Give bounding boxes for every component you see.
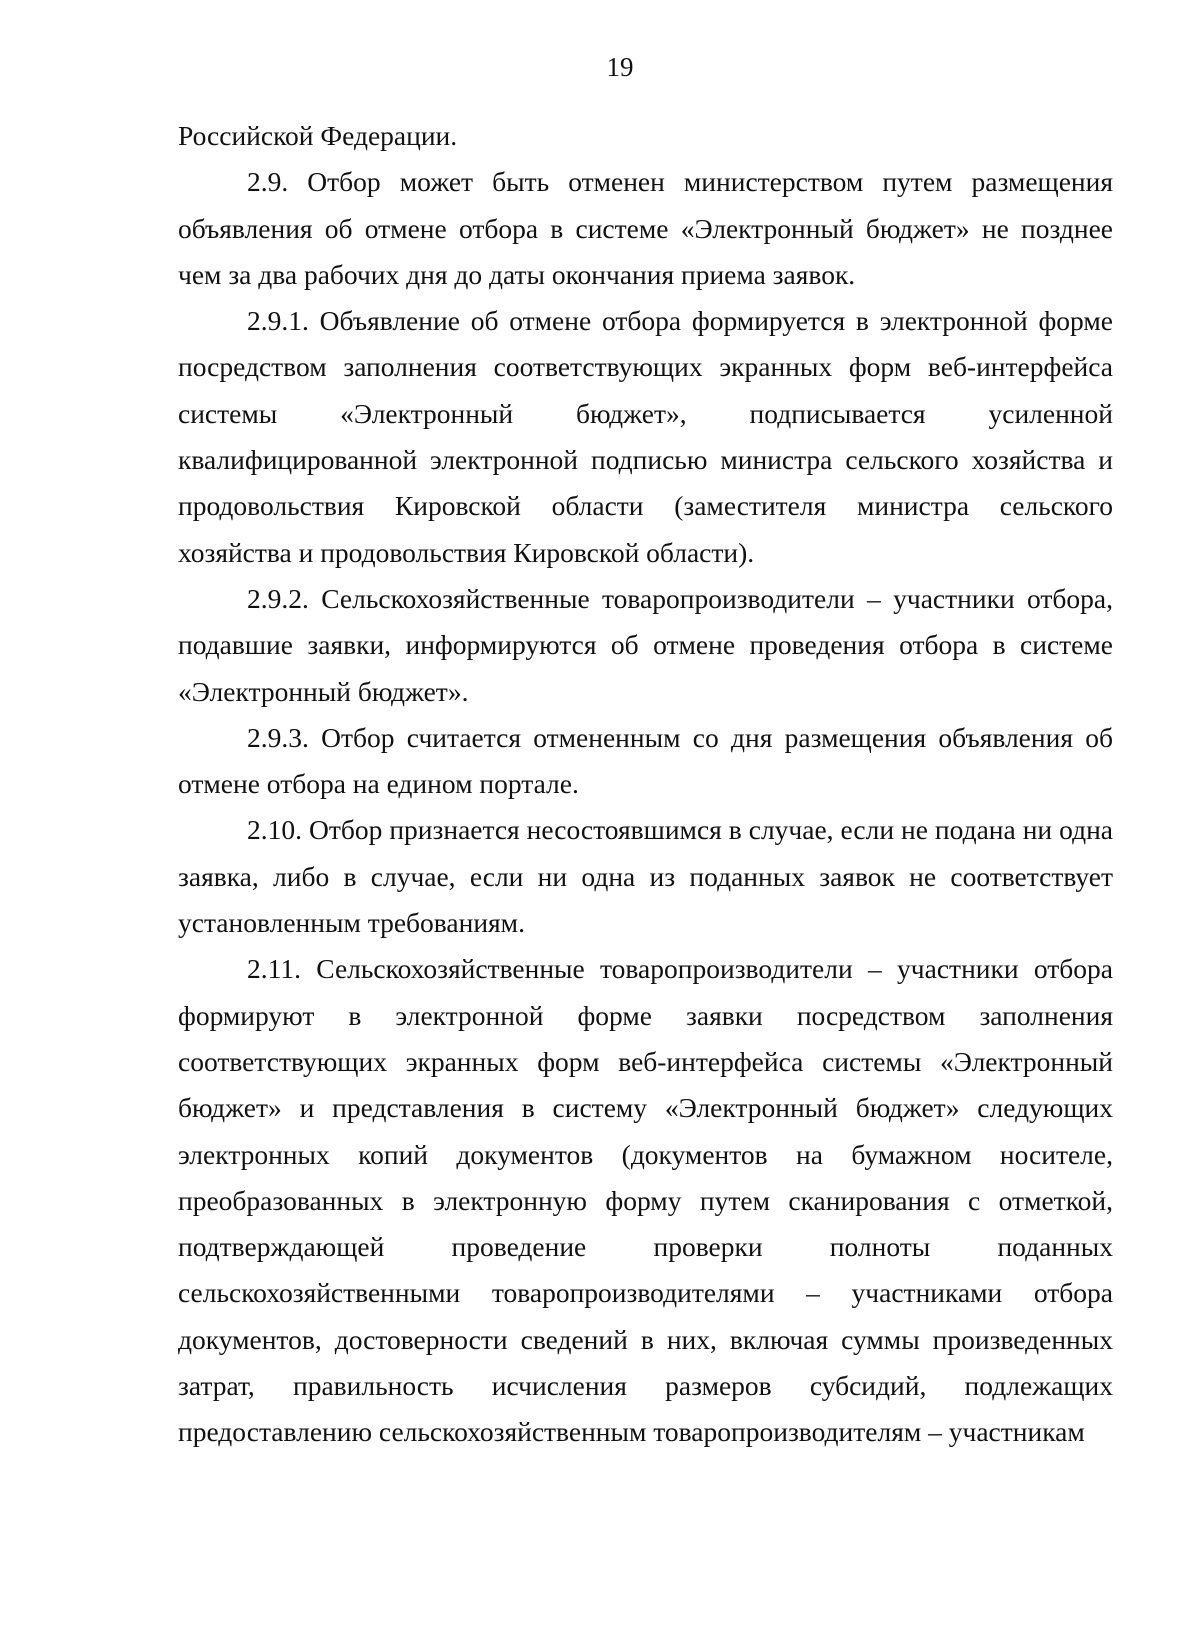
- paragraph-2-11: 2.11. Сельскохозяйственные товаропроизводители – участники отбора формируют в электронной форме заявки посредством заполнения соответствующих экранных форм веб-интерфейса системы «Электронный бюджет» и представления в систему «Электронный бюджет» следующих электронных копий документов (документов на бумажном носителе, преобразованных в электронную форму путем сканирования с отметкой, подтверждающей проведение проверки полноты поданных сельскохозяйственными товаропроизводителями – участниками отбора документов, достоверности сведений в них, включая суммы произведенных затрат, правильность исчисления размеров субсидий, подлежащих предоставлению сельскохозяйственным товаропроизводителям – участникам: [178, 953, 1113, 1448]
- paragraph-continuation: Российской Федерации.: [178, 120, 458, 151]
- paragraph-2-9: 2.9. Отбор может быть отменен министерством путем размещения объявления об отмене отбора в системе «Электронный бюджет» не позднее чем за два рабочих дня до даты окончания приема заявок.: [178, 166, 1113, 290]
- page-number: 19: [606, 52, 634, 82]
- paragraph-2-9-1: 2.9.1. Объявление об отмене отбора формируется в электронной форме посредством заполнения соответствующих экранных форм веб-интерфейса системы «Электронный бюджет», подписывается усиленной квалифицированной электронной подписью министра сельского хозяйства и продовольствия Кировской области (заместителя министра сельского хозяйства и продовольствия Кировской области).: [178, 305, 1113, 568]
- document-body: [178, 113, 1113, 1456]
- paragraph-2-9-2: 2.9.2. Сельскохозяйственные товаропроизводители – участники отбора, подавшие заявки, информируются об отмене проведения отбора в системе «Электронный бюджет».: [178, 582, 1113, 707]
- paragraph-2-10: 2.10. Отбор признается несостоявшимся в случае, если не подана ни одна заявка, либо в случае, если ни одна из поданных заявок не соответствует установленным требованиям.: [178, 814, 1113, 939]
- paragraph-2-9-3: 2.9.3. Отбор считается отмененным со дня размещения объявления об отмене отбора на едином портале.: [178, 721, 1113, 800]
